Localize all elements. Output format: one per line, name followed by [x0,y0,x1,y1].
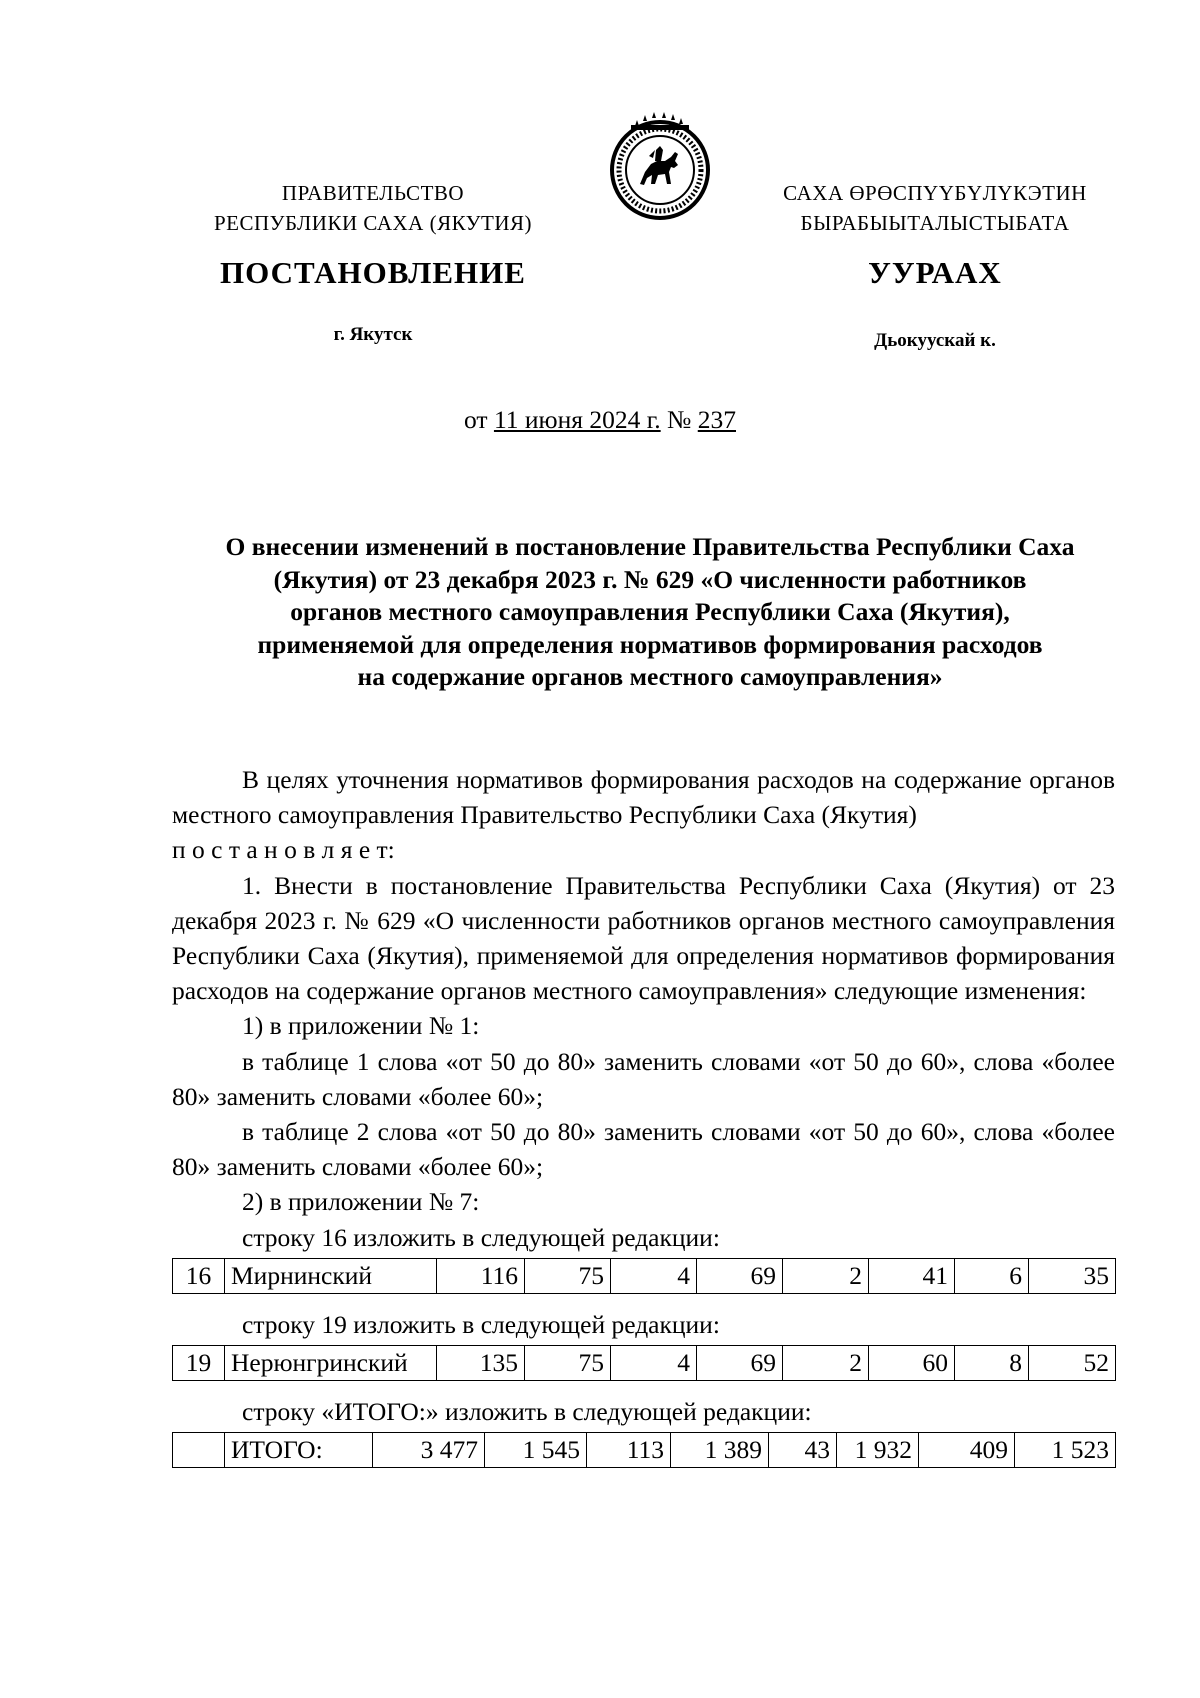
doc-type-sah: УУРААХ [868,255,1002,290]
table-cell: 43 [769,1433,837,1468]
title-line: на содержание органов местного самоуправления» [357,662,943,691]
table-cell: 1 389 [671,1433,769,1468]
paragraph-table-2: в таблице 2 слова «от 50 до 80» заменить словами «от 50 до 60», слова «более 80» заменить словами «более 60»; [172,1117,1115,1182]
table-cell: ИТОГО: [225,1433,373,1468]
table-cell: 75 [525,1346,611,1381]
number-prefix: № [667,405,692,434]
table-row [173,1433,1116,1468]
table-cell: 113 [587,1433,671,1468]
table-row-19 [172,1345,1116,1381]
doc-type-ru: ПОСТАНОВЛЕНИЕ [220,255,526,290]
paragraph-preamble: В целях уточнения нормативов формирования расходов на содержание органов местного самоуправления Правительство Республики Саха (Якутия) [172,765,1115,830]
table-cell: 116 [437,1258,525,1293]
government-name-ru-line1: ПРАВИТЕЛЬСТВО [281,181,465,205]
table-cell: 69 [697,1258,783,1293]
document-date: 11 июня 2024 г. [493,405,661,434]
title-line: органов местного самоуправления Республики Саха (Якутия), [290,597,1010,626]
table-cell: 6 [955,1258,1029,1293]
city-sah: Дьокуускай к. [874,330,996,351]
paragraph-resolves: п о с т а н о в л я е т: [172,835,395,865]
table-cell: 35 [1029,1258,1116,1293]
document-body [172,762,1115,1481]
table-cell: 3 477 [373,1433,485,1468]
government-name-sah-line2: БЫРАБЫЫТАЛЫСТЫБАТА [800,211,1070,235]
table-cell: 4 [611,1346,697,1381]
date-line [0,405,1200,435]
table-row [173,1258,1116,1293]
government-name-sah-line1: САХА ӨРӨСПҮҮБҮЛҮКЭТИН [783,181,1087,205]
table-cell: Мирнинский [225,1258,437,1293]
table-cell: 4 [611,1258,697,1293]
government-name-sah [750,178,1120,238]
document-number: 237 [697,405,736,434]
table-cell: 52 [1029,1346,1116,1381]
table-cell: 2 [783,1258,869,1293]
table-row [173,1346,1116,1381]
table-cell: 69 [697,1346,783,1381]
table-cell: 19 [173,1346,225,1381]
paragraph-table-1: в таблице 1 слова «от 50 до 80» заменить словами «от 50 до 60», слова «более 80» заменить словами «более 60»; [172,1046,1115,1111]
table-cell: 1 523 [1015,1433,1116,1468]
paragraph-row-16: строку 16 изложить в следующей редакции: [242,1222,720,1252]
government-name-ru [178,178,568,238]
title-line: О внесении изменений в постановление Правительства Республики Саха [225,532,1075,561]
table-cell: 1 932 [837,1433,919,1468]
paragraph-row-total: строку «ИТОГО:» изложить в следующей редакции: [242,1397,812,1427]
table-row-16 [172,1258,1116,1294]
paragraph-annex-7: 2) в приложении № 7: [242,1187,480,1217]
table-cell: 41 [869,1258,955,1293]
coat-of-arms-icon [605,112,715,222]
table-cell: 409 [919,1433,1015,1468]
table-cell: 60 [869,1346,955,1381]
table-cell: 16 [173,1258,225,1293]
paragraph-row-19: строку 19 изложить в следующей редакции: [242,1309,720,1339]
table-cell: 135 [437,1346,525,1381]
date-prefix: от [464,405,488,434]
government-name-ru-line2: РЕСПУБЛИКИ САХА (ЯКУТИЯ) [213,211,533,235]
table-row-total [172,1432,1116,1468]
table-cell: Нерюнгринский [225,1346,437,1381]
table-cell [173,1433,225,1468]
paragraph-item-1: 1. Внести в постановление Правительства Республики Саха (Якутия) от 23 декабря 2023 г. № 629 «О численности работников органов местного самоуправления Республики Саха (Якутия), применяемой для определения нормативов формирования расходов на содержание органов местного самоуправления» следующие изменения: [172,870,1115,1006]
table-cell: 8 [955,1346,1029,1381]
table-cell: 1 545 [485,1433,587,1468]
table-cell: 75 [525,1258,611,1293]
paragraph-annex-1: 1) в приложении № 1: [242,1011,480,1041]
title-line: (Якутия) от 23 декабря 2023 г. № 629 «О численности работников [273,564,1027,594]
title-line: применяемой для определения нормативов формирования расходов [257,629,1043,659]
document-title [170,531,1130,694]
city-ru: г. Якутск [333,324,413,345]
table-cell: 2 [783,1346,869,1381]
